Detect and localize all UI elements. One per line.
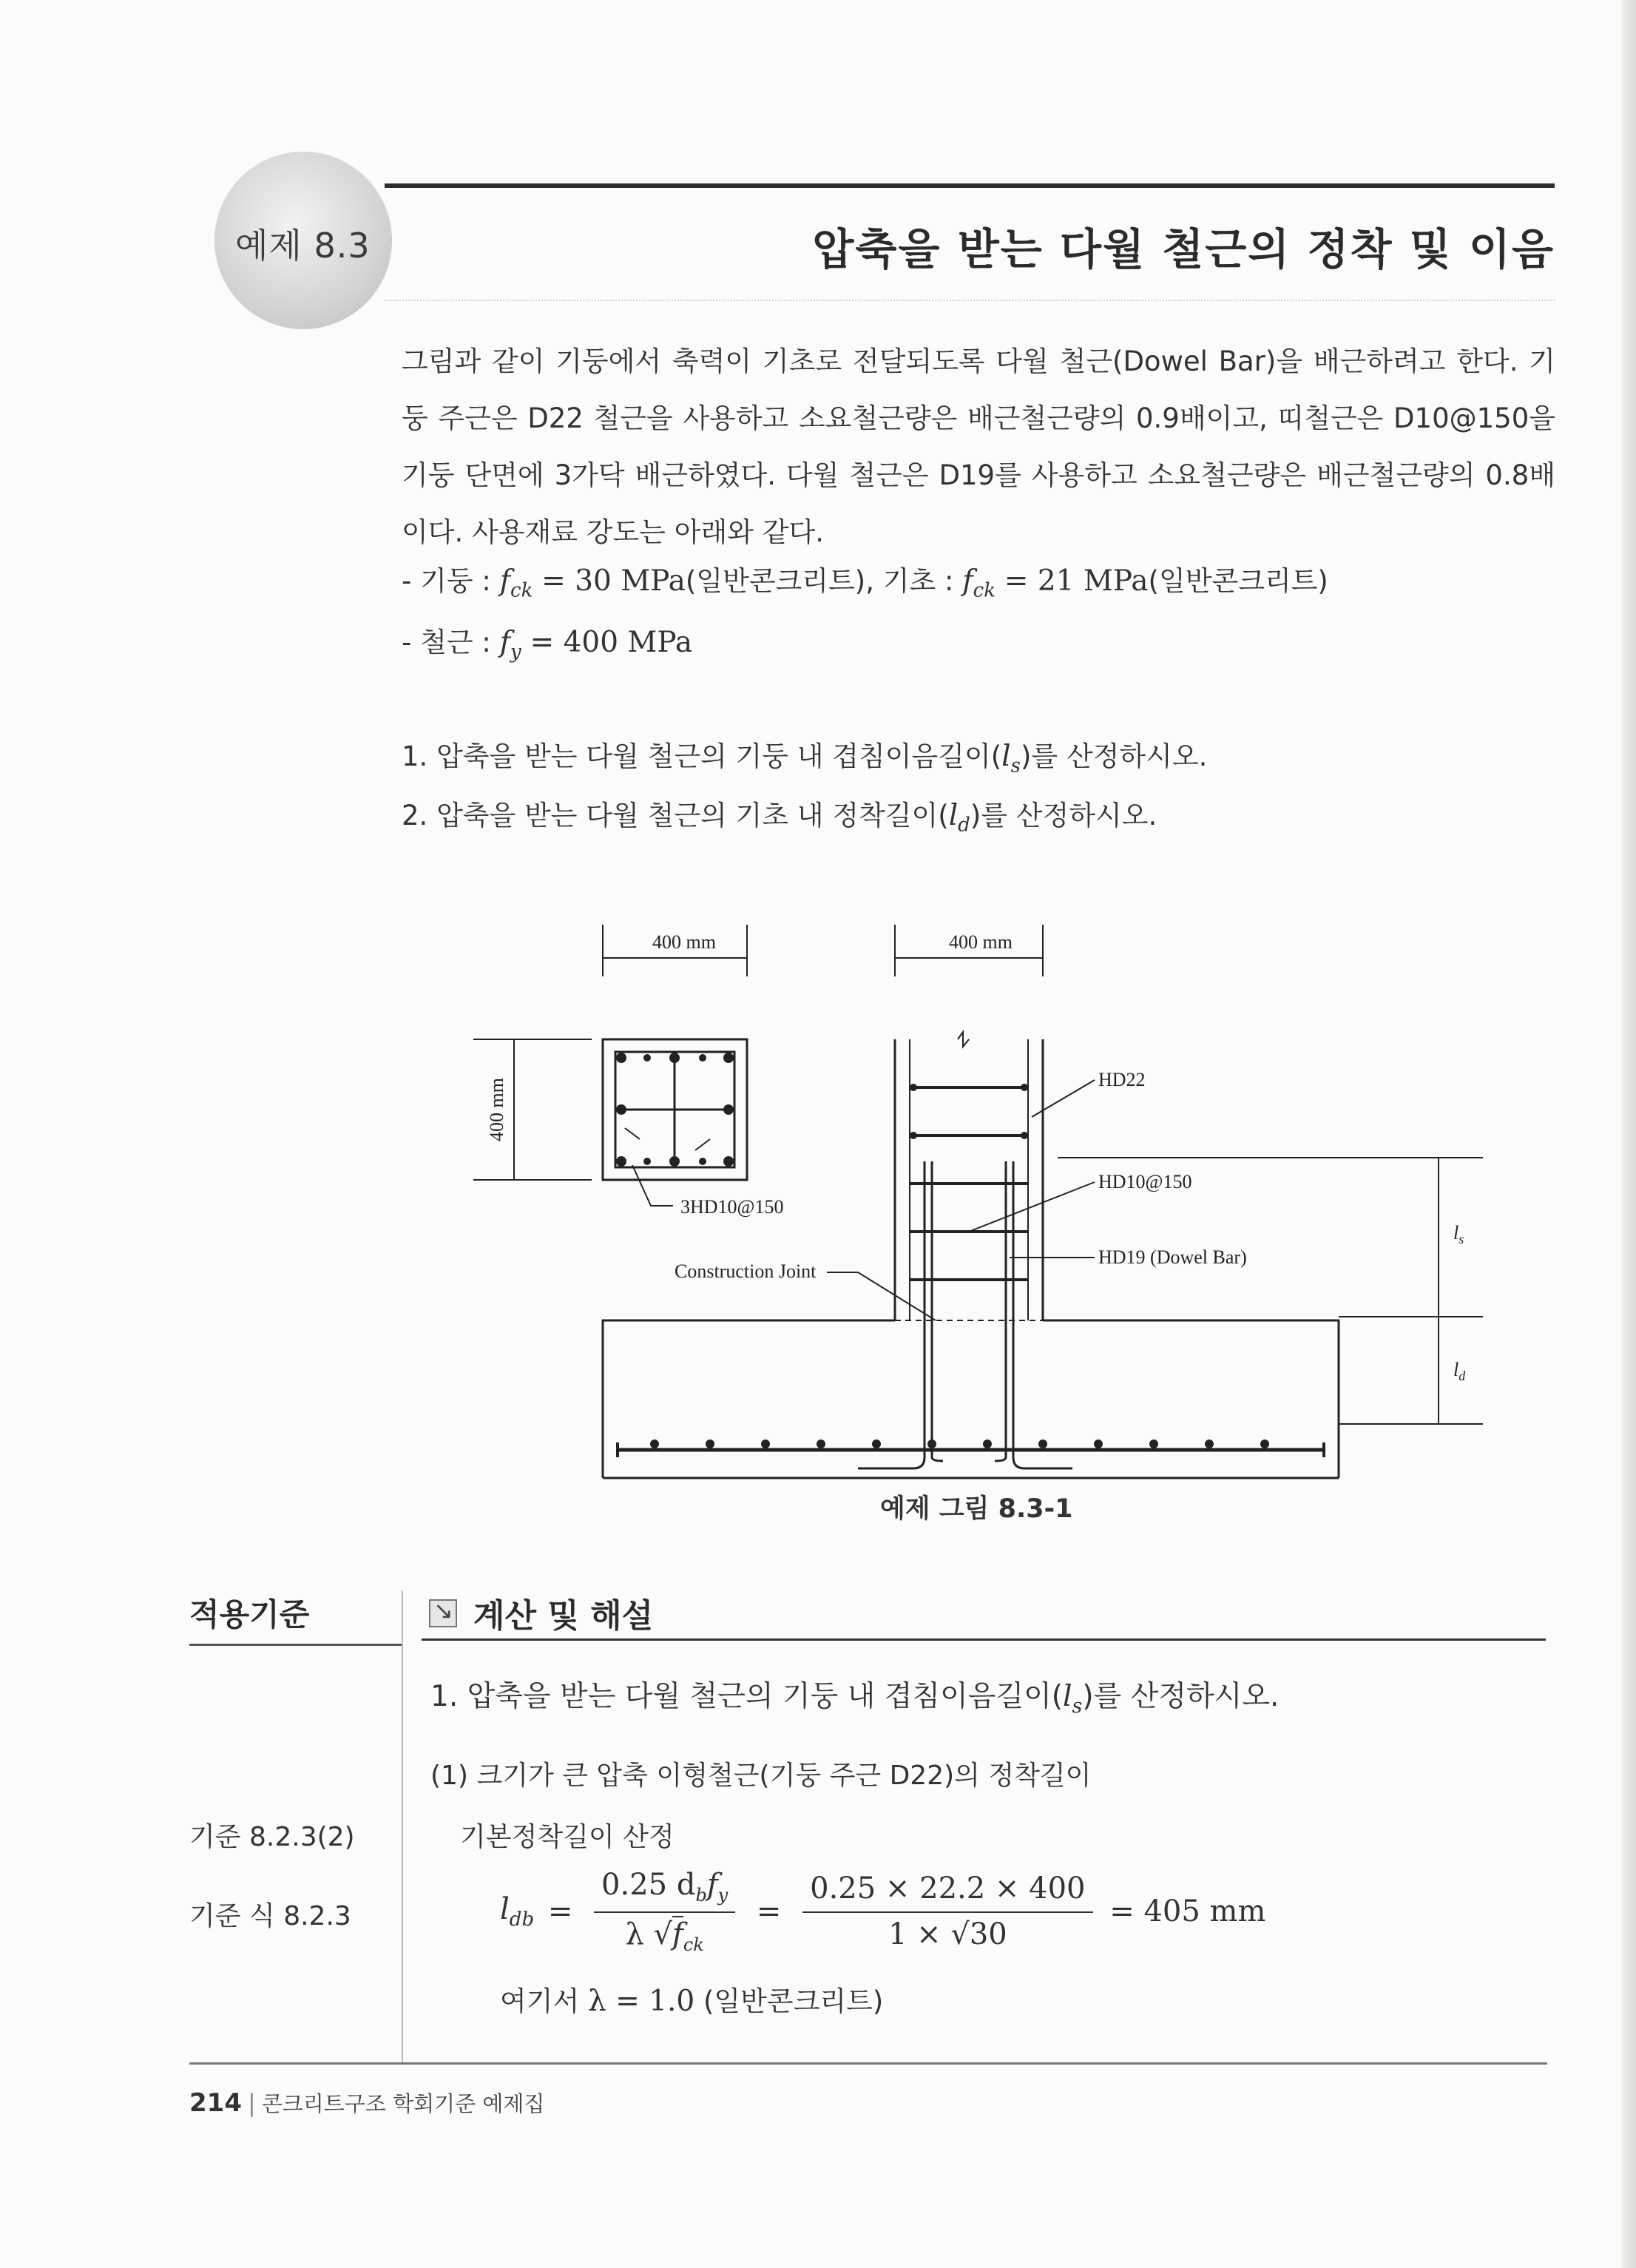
ref-criteria-1: 기준 8.2.3(2) <box>189 1822 355 1852</box>
book-title: 콘크리트구조 학회기준 예제집 <box>261 2091 545 2116</box>
page-number: 214 <box>189 2088 242 2118</box>
problem-paragraph: 그림과 같이 기둥에서 축력이 기초로 전달되도록 다월 철근(Dowel Bar)을 배근하려고 한다. 기둥 주근은 D22 철근을 사용하고 소요철근량은 배근철근량의 0.9배이고, 띠철근은 D10@150을 기둥 단면에 3가닥 배근하였다. 다월 철근은 D19를 사용하고 소요철근량은 배근철근량의 0.8배이다. 사용재료 강도는 아래와 같다. <box>402 345 1555 548</box>
page-edge-shadow <box>1621 0 1636 2268</box>
footer-rule <box>189 2062 1547 2065</box>
section-width-label: 400 mm <box>652 931 716 953</box>
question-2: 2. 압축을 받는 다월 철근의 기초 내 정착길이$(l_d)$를 산정하시오. <box>402 799 1157 837</box>
figure-caption: 예제 그림 8.3-1 <box>880 1494 1073 1524</box>
column-width-label: 400 mm <box>949 931 1013 953</box>
dowel-bars <box>858 1161 1072 1468</box>
page-title: 압축을 받는 다월 철근의 정착 및 이음 <box>812 224 1555 274</box>
applied-criteria-rule <box>189 1644 402 1646</box>
applied-criteria-title: 적용기준 <box>189 1596 310 1633</box>
header-rule <box>385 183 1555 188</box>
main-bar-label: HD22 <box>1098 1069 1146 1090</box>
fraction-symbolic: $\frac{0.25 d_bf_y}{\lambda √f_{ck}}$ <box>594 1868 735 1955</box>
ref-criteria-2: 기준 식 8.2.3 <box>189 1901 351 1931</box>
column-width-dimension <box>895 925 1043 976</box>
ld-label: $l_d$ <box>1453 1359 1466 1383</box>
arrow-box-icon: ↘ <box>429 1599 457 1627</box>
page-footer: 214 | 콘크리트구조 학회기준 예제집 <box>189 2088 545 2118</box>
footing <box>603 1320 1339 1478</box>
example-label: 예제 8.3 <box>235 226 371 266</box>
column-elevation <box>895 1032 1043 1320</box>
length-dimensions <box>1058 1158 1483 1424</box>
solution-title: 계산 및 해설 <box>473 1597 654 1635</box>
tie-label: HD10@150 <box>1098 1171 1192 1192</box>
tie-section-label: 3HD10@150 <box>680 1196 784 1218</box>
column-divider <box>402 1590 403 2064</box>
section-height-dimension <box>473 1039 592 1180</box>
material-steel-line: - 철근 : $f_y = 400$ MPa <box>402 626 693 664</box>
solution-sub-1-detail: 기본정착길이 산정 <box>460 1822 675 1852</box>
column-cross-section <box>603 1039 784 1218</box>
solution-rule <box>422 1638 1546 1641</box>
dowel-bar-diagram <box>459 910 1494 1479</box>
construction-joint-label: Construction Joint <box>675 1260 817 1282</box>
development-length-equation: $l_{db}$ = $\frac{0.25 d_bf_y}{\lambda √f_{ck}}$ = $\frac{0.25 \times 22.2 \times 400}{1 \times √30}$ = 405 mm <box>500 1868 1266 1955</box>
material-column-line: - 기둥 : $f_{ck} = 30$ MPa(일반콘크리트), 기초 : $f_{ck} = 21$ MPa(일반콘크리트) <box>402 564 1328 602</box>
solution-sub-1: (1) 크기가 큰 압축 이형철근(기둥 주근 D22)의 정착길이 <box>430 1761 1092 1791</box>
section-width-dimension <box>603 925 747 976</box>
ls-label: $l_s$ <box>1453 1222 1464 1246</box>
question-1: 1. 압축을 받는 다월 철근의 기둥 내 겹침이음길이$(l_s)$를 산정하시오. <box>402 740 1208 777</box>
section-height-label: 400 mm <box>486 1078 507 1141</box>
header-dotted-rule <box>385 300 1555 301</box>
leader-labels <box>675 1069 1247 1320</box>
lambda-note: 여기서 λ = 1.0 (일반콘크리트) <box>500 1985 884 2018</box>
solution-step-1: 1. 압축을 받는 다월 철근의 기둥 내 겹침이음길이$(l_s)$를 산정하시오. <box>430 1680 1280 1718</box>
fraction-numeric: $\frac{0.25 \times 22.2 \times 400}{1 \times √30}$ <box>802 1872 1092 1951</box>
dowel-label: HD19 (Dowel Bar) <box>1098 1246 1247 1268</box>
